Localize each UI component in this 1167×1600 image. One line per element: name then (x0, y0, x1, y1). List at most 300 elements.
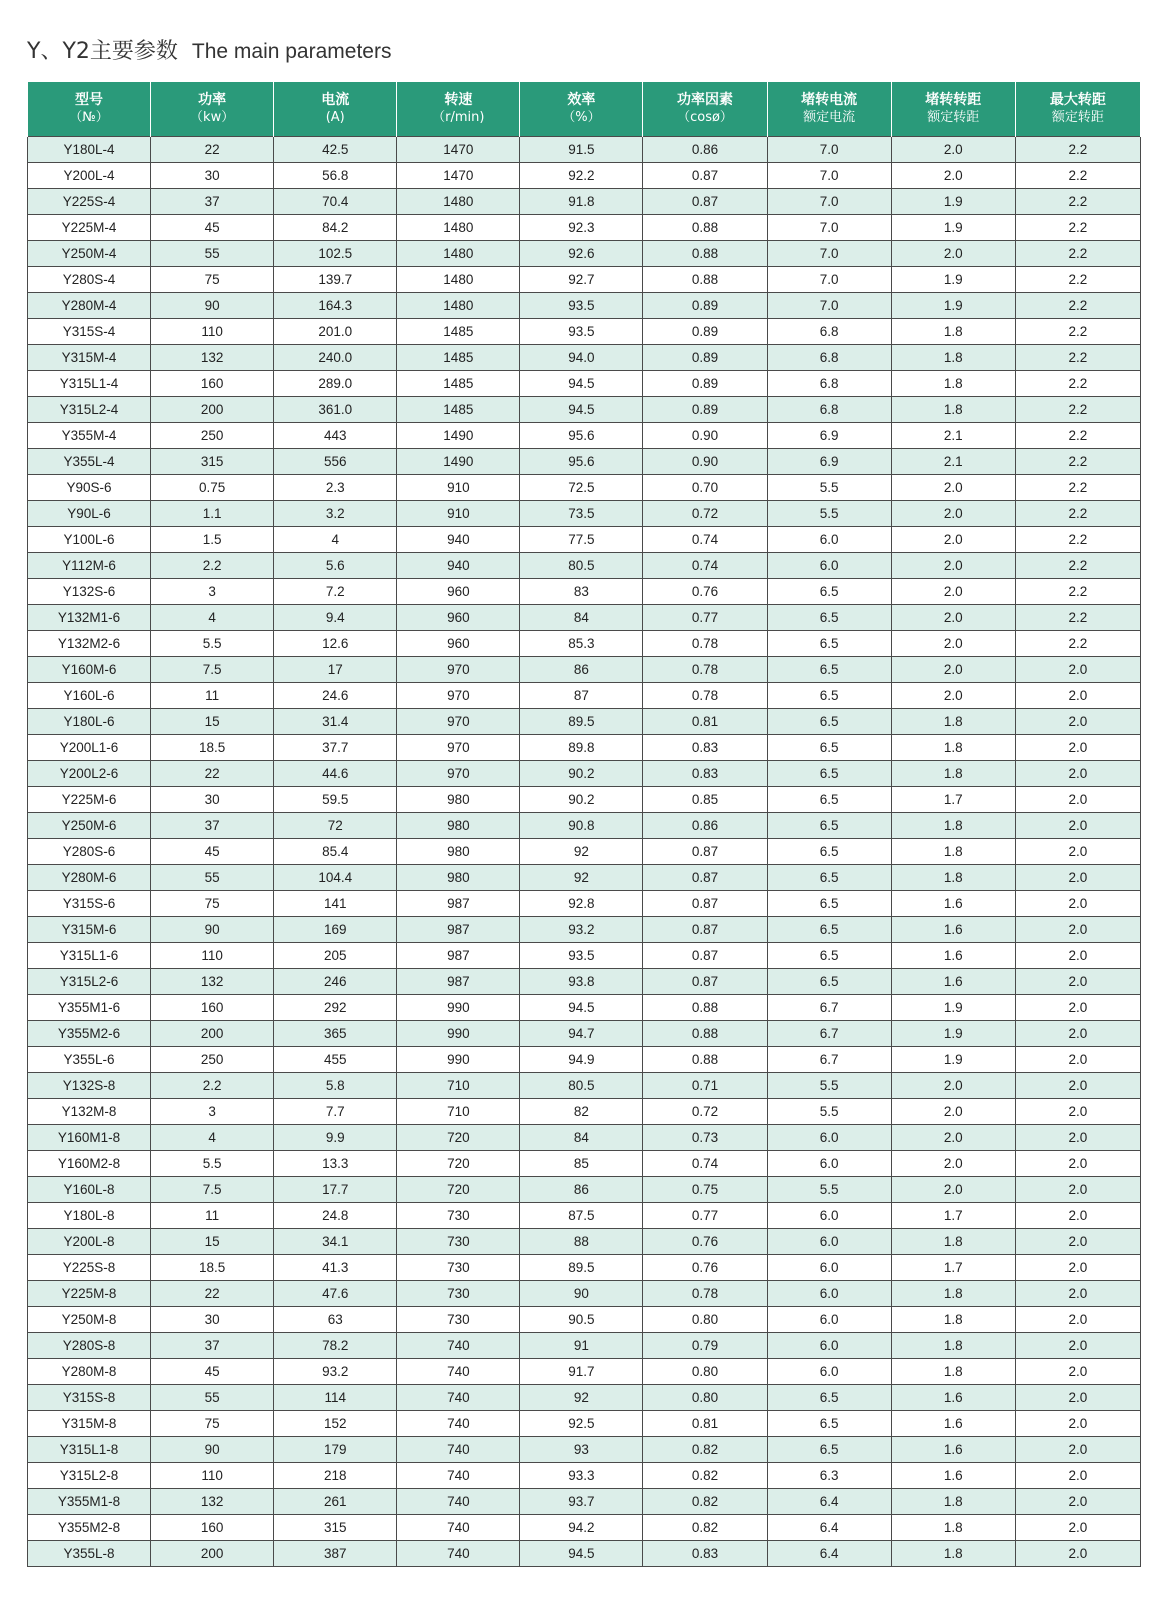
table-cell: 1.8 (891, 735, 1015, 761)
table-cell: 0.87 (643, 163, 767, 189)
table-row (28, 501, 1141, 527)
table-cell: 7.5 (151, 1177, 274, 1203)
table-cell: 910 (397, 475, 520, 501)
table-cell: 0.89 (643, 397, 767, 423)
table-cell: 6.5 (767, 709, 891, 735)
table-cell: 987 (397, 943, 520, 969)
table-cell: 90 (151, 1437, 274, 1463)
table-cell: 1490 (397, 449, 520, 475)
table-cell: 72 (274, 813, 397, 839)
table-cell: Y355M2-6 (28, 1021, 151, 1047)
table-cell: Y160L-6 (28, 683, 151, 709)
table-cell: Y355M-4 (28, 423, 151, 449)
table-cell: 1.6 (891, 943, 1015, 969)
table-cell: 0.72 (643, 501, 767, 527)
table-cell: 2.2 (1015, 449, 1140, 475)
table-cell: 132 (151, 345, 274, 371)
table-cell: 93.5 (520, 943, 643, 969)
table-cell: 940 (397, 527, 520, 553)
table-cell: 84 (520, 605, 643, 631)
table-cell: Y180L-4 (28, 137, 151, 163)
table-cell: Y225M-8 (28, 1281, 151, 1307)
table-cell: 292 (274, 995, 397, 1021)
table-cell: 0.81 (643, 709, 767, 735)
table-cell: 2.2 (1015, 501, 1140, 527)
table-row (28, 969, 1141, 995)
table-row (28, 943, 1141, 969)
table-cell: Y200L2-6 (28, 761, 151, 787)
table-cell: Y225S-4 (28, 189, 151, 215)
table-cell: 86 (520, 657, 643, 683)
table-cell: 164.3 (274, 293, 397, 319)
table-cell: 2.2 (1015, 553, 1140, 579)
table-cell: 6.5 (767, 683, 891, 709)
table-cell: 200 (151, 397, 274, 423)
table-cell: Y132S-6 (28, 579, 151, 605)
table-cell: Y355M1-6 (28, 995, 151, 1021)
table-cell: 2.2 (151, 1073, 274, 1099)
table-cell: 6.5 (767, 917, 891, 943)
table-cell: 89.8 (520, 735, 643, 761)
table-row (28, 553, 1141, 579)
table-cell: 1.8 (891, 839, 1015, 865)
table-cell: 85 (520, 1151, 643, 1177)
table-row (28, 1281, 1141, 1307)
title-en: The main parameters (191, 40, 392, 63)
table-cell: 17.7 (274, 1177, 397, 1203)
table-cell: Y315M-6 (28, 917, 151, 943)
table-cell: Y355M2-8 (28, 1515, 151, 1541)
table-cell: Y225M-6 (28, 787, 151, 813)
table-cell: 443 (274, 423, 397, 449)
table-cell: 1.8 (891, 813, 1015, 839)
table-cell: 2.0 (1015, 917, 1140, 943)
table-cell: 2.1 (891, 423, 1015, 449)
table-row (28, 683, 1141, 709)
table-cell: 1.9 (891, 1047, 1015, 1073)
table-row (28, 865, 1141, 891)
table-cell: 987 (397, 969, 520, 995)
table-cell: Y315S-6 (28, 891, 151, 917)
table-cell: 7.5 (151, 657, 274, 683)
table-cell: 104.4 (274, 865, 397, 891)
table-cell: 2.0 (891, 1073, 1015, 1099)
table-cell: 94.0 (520, 345, 643, 371)
table-cell: 0.83 (643, 761, 767, 787)
table-cell: 1.8 (891, 1229, 1015, 1255)
table-cell: 31.4 (274, 709, 397, 735)
table-cell: 1.8 (891, 761, 1015, 787)
table-cell: 720 (397, 1151, 520, 1177)
table-cell: 85.3 (520, 631, 643, 657)
table-cell: 41.3 (274, 1255, 397, 1281)
table-cell: 246 (274, 969, 397, 995)
table-cell: 940 (397, 553, 520, 579)
table-cell: Y280S-6 (28, 839, 151, 865)
table-cell: 970 (397, 657, 520, 683)
table-cell: 365 (274, 1021, 397, 1047)
table-cell: 110 (151, 1463, 274, 1489)
table-cell: 0.78 (643, 657, 767, 683)
table-cell: 75 (151, 267, 274, 293)
table-cell: 0.90 (643, 423, 767, 449)
table-cell: 6.5 (767, 969, 891, 995)
table-cell: 0.82 (643, 1463, 767, 1489)
table-cell: 92 (520, 865, 643, 891)
table-cell: 6.0 (767, 1203, 891, 1229)
table-row (28, 423, 1141, 449)
table-cell: 92.2 (520, 163, 643, 189)
table-cell: 7.0 (767, 137, 891, 163)
table-cell: Y180L-6 (28, 709, 151, 735)
table-cell: 2.0 (891, 501, 1015, 527)
table-cell: 970 (397, 709, 520, 735)
table-cell: 2.2 (1015, 345, 1140, 371)
table-cell: 1.7 (891, 1203, 1015, 1229)
table-cell: 6.0 (767, 1125, 891, 1151)
table-cell: 2.0 (1015, 1541, 1140, 1567)
table-cell: 93 (520, 1437, 643, 1463)
table-cell: 0.81 (643, 1411, 767, 1437)
table-row (28, 761, 1141, 787)
table-cell: 139.7 (274, 267, 397, 293)
table-cell: 0.85 (643, 787, 767, 813)
table-cell: 2.0 (1015, 1281, 1140, 1307)
table-cell: 2.0 (1015, 683, 1140, 709)
table-cell: 72.5 (520, 475, 643, 501)
table-cell: 2.0 (1015, 1489, 1140, 1515)
table-cell: 0.88 (643, 1047, 767, 1073)
table-cell: 2.0 (891, 475, 1015, 501)
table-cell: 0.89 (643, 293, 767, 319)
table-cell: 84 (520, 1125, 643, 1151)
table-cell: 2.0 (1015, 813, 1140, 839)
table-cell: 2.0 (891, 657, 1015, 683)
table-cell: 86 (520, 1177, 643, 1203)
table-cell: 0.78 (643, 631, 767, 657)
table-cell: 2.2 (1015, 371, 1140, 397)
table-body (28, 137, 1141, 1567)
table-cell: 0.87 (643, 917, 767, 943)
table-cell: 0.74 (643, 553, 767, 579)
table-cell: 4 (151, 1125, 274, 1151)
table-cell: Y280M-4 (28, 293, 151, 319)
table-cell: 2.0 (1015, 1099, 1140, 1125)
table-cell: 960 (397, 605, 520, 631)
table-cell: 2.0 (1015, 1359, 1140, 1385)
table-cell: 6.5 (767, 631, 891, 657)
table-cell: 47.6 (274, 1281, 397, 1307)
table-row (28, 1333, 1141, 1359)
table-cell: 92 (520, 1385, 643, 1411)
table-cell: 2.0 (1015, 761, 1140, 787)
table-cell: 42.5 (274, 137, 397, 163)
table-row (28, 839, 1141, 865)
table-cell: 2.0 (1015, 1021, 1140, 1047)
table-row (28, 1437, 1141, 1463)
table-cell: 6.5 (767, 943, 891, 969)
table-cell: 0.86 (643, 137, 767, 163)
table-row (28, 1099, 1141, 1125)
col-header-efficiency: 效率 （%） (520, 82, 643, 137)
table-cell: 3 (151, 579, 274, 605)
table-cell: Y355L-6 (28, 1047, 151, 1073)
table-cell: 2.0 (891, 605, 1015, 631)
table-cell: 6.5 (767, 839, 891, 865)
table-cell: Y280S-8 (28, 1333, 151, 1359)
table-cell: 45 (151, 215, 274, 241)
table-cell: 6.9 (767, 423, 891, 449)
table-cell: 6.5 (767, 605, 891, 631)
table-cell: 201.0 (274, 319, 397, 345)
table-cell: 7.0 (767, 163, 891, 189)
table-cell: 94.5 (520, 397, 643, 423)
table-cell: 6.7 (767, 995, 891, 1021)
table-cell: 82 (520, 1099, 643, 1125)
table-cell: 960 (397, 631, 520, 657)
table-cell: 63 (274, 1307, 397, 1333)
table-cell: 6.0 (767, 1281, 891, 1307)
table-cell: 2.0 (891, 1151, 1015, 1177)
table-row (28, 709, 1141, 735)
table-cell: 2.0 (1015, 995, 1140, 1021)
table-cell: 75 (151, 891, 274, 917)
table-row (28, 1073, 1141, 1099)
table-cell: 9.9 (274, 1125, 397, 1151)
table-cell: 30 (151, 1307, 274, 1333)
table-cell: 11 (151, 683, 274, 709)
table-row (28, 1359, 1141, 1385)
table-cell: 250 (151, 423, 274, 449)
table-cell: Y160M2-8 (28, 1151, 151, 1177)
table-cell: 0.72 (643, 1099, 767, 1125)
table-cell: 44.6 (274, 761, 397, 787)
table-cell: 1.8 (891, 345, 1015, 371)
table-cell: 55 (151, 865, 274, 891)
table-row (28, 1203, 1141, 1229)
table-cell: 0.76 (643, 1255, 767, 1281)
table-cell: 2.2 (1015, 163, 1140, 189)
table-cell: 45 (151, 839, 274, 865)
table-cell: 6.7 (767, 1047, 891, 1073)
col-header-model: 型号 （№） (28, 82, 151, 137)
table-cell: 93.7 (520, 1489, 643, 1515)
table-cell: Y160M1-8 (28, 1125, 151, 1151)
table-cell: Y112M-6 (28, 553, 151, 579)
table-cell: 2.0 (891, 163, 1015, 189)
table-row (28, 917, 1141, 943)
table-cell: 6.4 (767, 1541, 891, 1567)
table-cell: 83 (520, 579, 643, 605)
table-cell: Y315S-4 (28, 319, 151, 345)
table-cell: Y180L-8 (28, 1203, 151, 1229)
table-cell: 980 (397, 865, 520, 891)
table-cell: 2.0 (1015, 1203, 1140, 1229)
table-cell: 2.0 (1015, 865, 1140, 891)
table-cell: 12.6 (274, 631, 397, 657)
table-cell: 990 (397, 995, 520, 1021)
table-cell: 6.0 (767, 1229, 891, 1255)
table-cell: 2.0 (891, 137, 1015, 163)
table-cell: 0.88 (643, 267, 767, 293)
table-cell: 1.6 (891, 1411, 1015, 1437)
table-cell: 710 (397, 1073, 520, 1099)
table-cell: Y132S-8 (28, 1073, 151, 1099)
table-cell: 740 (397, 1463, 520, 1489)
table-cell: 5.5 (767, 1073, 891, 1099)
table-cell: 2.0 (1015, 1151, 1140, 1177)
table-cell: Y200L-8 (28, 1229, 151, 1255)
table-cell: 1.8 (891, 865, 1015, 891)
table-cell: Y160L-8 (28, 1177, 151, 1203)
table-cell: 0.79 (643, 1333, 767, 1359)
table-cell: 4 (274, 527, 397, 553)
table-cell: Y250M-4 (28, 241, 151, 267)
table-cell: Y315M-8 (28, 1411, 151, 1437)
table-cell: 0.70 (643, 475, 767, 501)
table-cell: 387 (274, 1541, 397, 1567)
table-cell: 2.0 (891, 1099, 1015, 1125)
table-cell: 6.8 (767, 345, 891, 371)
table-cell: 2.0 (1015, 1307, 1140, 1333)
table-cell: 2.2 (1015, 293, 1140, 319)
table-cell: 6.0 (767, 1307, 891, 1333)
table-row (28, 527, 1141, 553)
table-cell: 7.0 (767, 293, 891, 319)
table-cell: 6.3 (767, 1463, 891, 1489)
table-cell: 0.80 (643, 1385, 767, 1411)
table-cell: 90 (520, 1281, 643, 1307)
table-cell: 0.90 (643, 449, 767, 475)
table-cell: 94.9 (520, 1047, 643, 1073)
table-cell: 13.3 (274, 1151, 397, 1177)
table-cell: 4 (151, 605, 274, 631)
table-cell: 80.5 (520, 1073, 643, 1099)
table-cell: 2.2 (151, 553, 274, 579)
table-cell: 92.5 (520, 1411, 643, 1437)
table-cell: 80.5 (520, 553, 643, 579)
table-cell: 740 (397, 1515, 520, 1541)
table-cell: 0.83 (643, 735, 767, 761)
title-cn: Y、Y2主要参数 (27, 39, 178, 64)
col-header-speed: 转速 （r/min) (397, 82, 520, 137)
table-cell: 55 (151, 241, 274, 267)
table-cell: Y315L1-6 (28, 943, 151, 969)
table-cell: 22 (151, 1281, 274, 1307)
table-cell: 7.2 (274, 579, 397, 605)
table-cell: 1.8 (891, 1359, 1015, 1385)
table-cell: 2.0 (1015, 1125, 1140, 1151)
table-cell: 289.0 (274, 371, 397, 397)
table-cell: 94.7 (520, 1021, 643, 1047)
table-cell: 6.0 (767, 1333, 891, 1359)
table-cell: 1.9 (891, 1021, 1015, 1047)
table-cell: 1490 (397, 423, 520, 449)
table-cell: 0.88 (643, 995, 767, 1021)
table-cell: 132 (151, 1489, 274, 1515)
table-cell: Y160M-6 (28, 657, 151, 683)
table-cell: 92.6 (520, 241, 643, 267)
table-cell: 2.0 (1015, 1437, 1140, 1463)
table-cell: 0.89 (643, 319, 767, 345)
table-cell: 980 (397, 813, 520, 839)
table-cell: 960 (397, 579, 520, 605)
table-cell: 0.87 (643, 943, 767, 969)
table-cell: 6.5 (767, 735, 891, 761)
table-cell: 73.5 (520, 501, 643, 527)
table-cell: 0.82 (643, 1437, 767, 1463)
table-cell: 0.87 (643, 839, 767, 865)
table-cell: 0.80 (643, 1359, 767, 1385)
table-cell: 730 (397, 1203, 520, 1229)
table-cell: 315 (151, 449, 274, 475)
table-cell: 2.0 (1015, 891, 1140, 917)
table-cell: 740 (397, 1489, 520, 1515)
table-cell: 2.2 (1015, 319, 1140, 345)
table-row (28, 995, 1141, 1021)
table-cell: 2.0 (1015, 839, 1140, 865)
table-header-row (28, 82, 1141, 137)
table-cell: 240.0 (274, 345, 397, 371)
table-cell: Y280M-6 (28, 865, 151, 891)
table-cell: Y132M1-6 (28, 605, 151, 631)
table-cell: 9.4 (274, 605, 397, 631)
table-cell: 218 (274, 1463, 397, 1489)
table-row (28, 293, 1141, 319)
table-cell: 2.0 (1015, 1073, 1140, 1099)
table-cell: 132 (151, 969, 274, 995)
table-cell: 2.0 (1015, 1515, 1140, 1541)
table-cell: 2.0 (891, 553, 1015, 579)
parameters-table (27, 82, 1141, 1567)
table-cell: 200 (151, 1541, 274, 1567)
table-cell: 90.8 (520, 813, 643, 839)
table-cell: 94.5 (520, 371, 643, 397)
table-cell: 45 (151, 1359, 274, 1385)
table-cell: 1.9 (891, 215, 1015, 241)
table-row (28, 371, 1141, 397)
table-cell: 160 (151, 371, 274, 397)
table-cell: 152 (274, 1411, 397, 1437)
col-header-power: 功率 （kw） (151, 82, 274, 137)
table-cell: 0.88 (643, 241, 767, 267)
table-cell: 730 (397, 1281, 520, 1307)
table-row (28, 1489, 1141, 1515)
table-cell: 95.6 (520, 449, 643, 475)
table-cell: Y355M1-8 (28, 1489, 151, 1515)
table-cell: 5.6 (274, 553, 397, 579)
table-cell: 7.0 (767, 215, 891, 241)
table-cell: 93.8 (520, 969, 643, 995)
table-cell: 556 (274, 449, 397, 475)
table-cell: 84.2 (274, 215, 397, 241)
table-row (28, 1151, 1141, 1177)
table-cell: 0.80 (643, 1307, 767, 1333)
table-cell: 0.87 (643, 189, 767, 215)
table-cell: 95.6 (520, 423, 643, 449)
table-cell: 6.5 (767, 1385, 891, 1411)
table-cell: 970 (397, 735, 520, 761)
table-cell: 3 (151, 1099, 274, 1125)
table-row (28, 1541, 1141, 1567)
table-row (28, 1255, 1141, 1281)
table-cell: 0.87 (643, 865, 767, 891)
table-cell: 2.0 (891, 1125, 1015, 1151)
table-cell: 6.5 (767, 761, 891, 787)
table-cell: 7.7 (274, 1099, 397, 1125)
table-cell: 179 (274, 1437, 397, 1463)
table-cell: 6.5 (767, 813, 891, 839)
